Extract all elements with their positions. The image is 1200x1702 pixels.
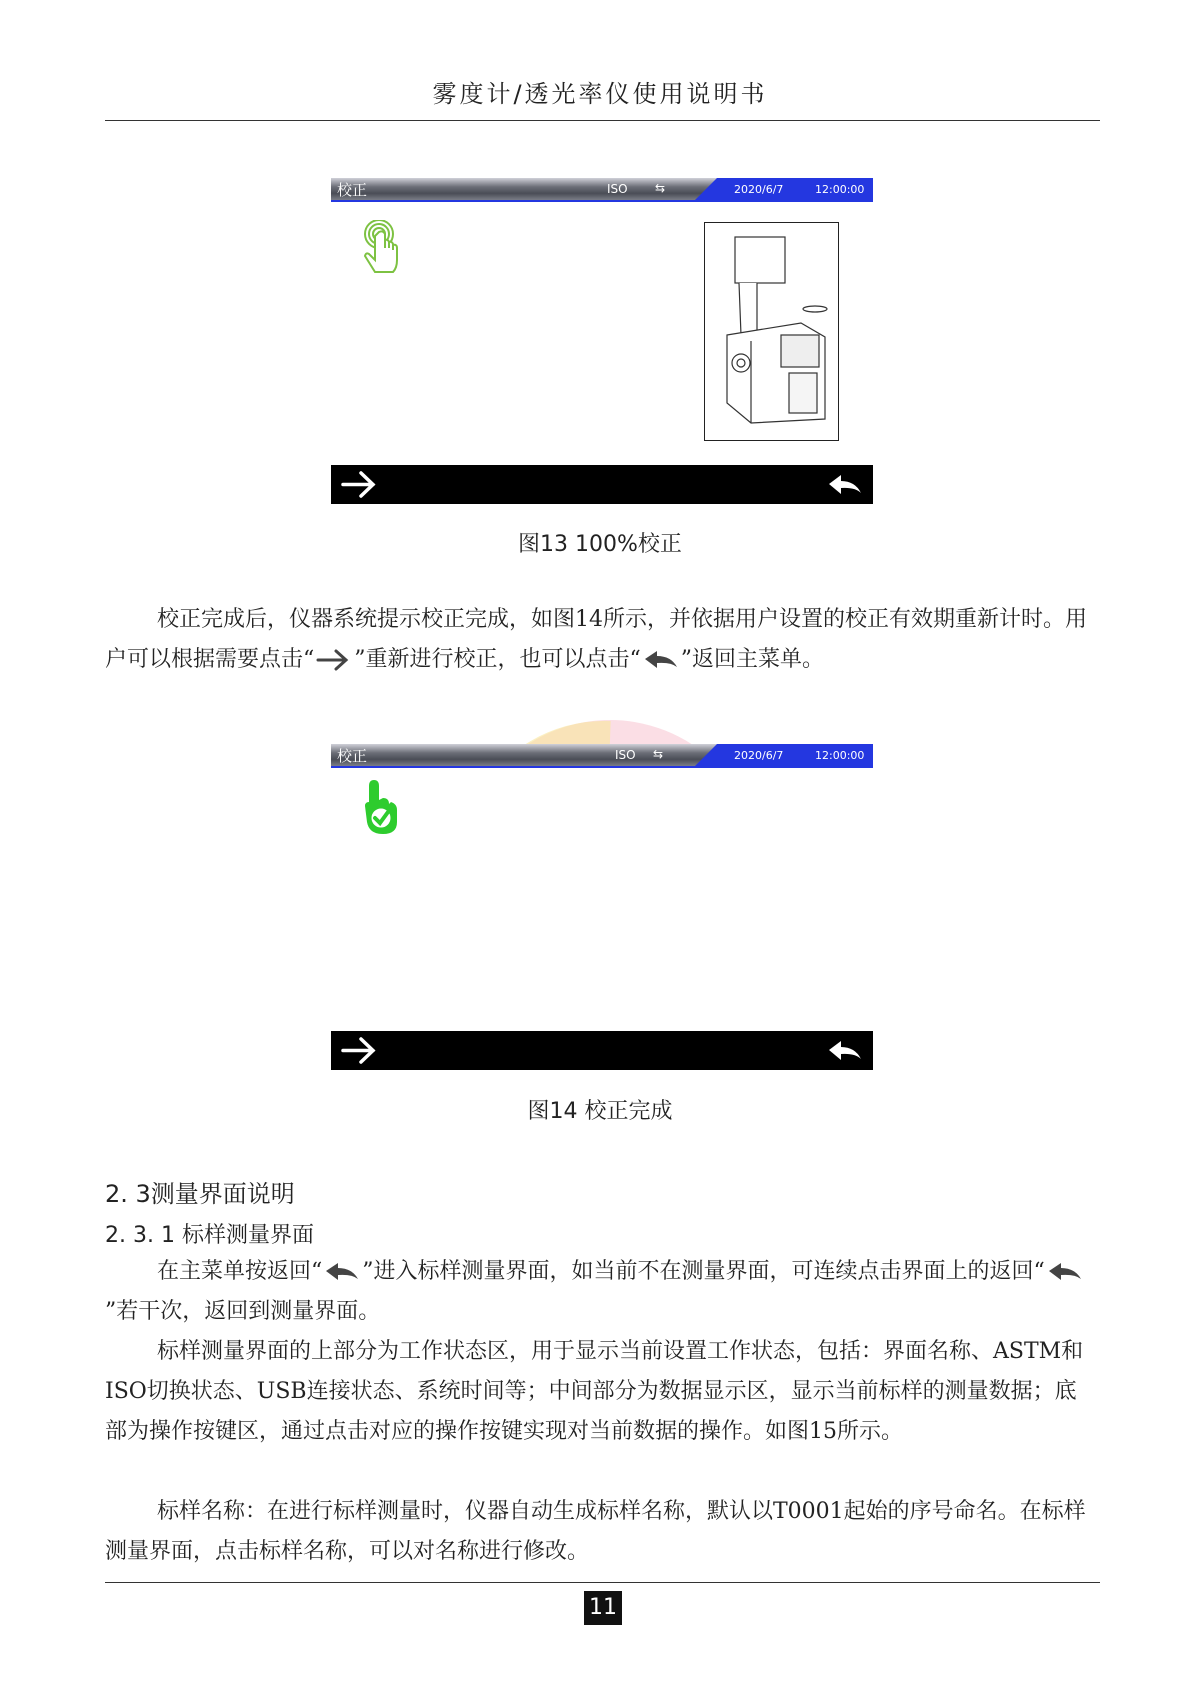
- page-header-title: 雾度计/透光率仪使用说明书: [432, 80, 768, 108]
- status-time: 12:00:00: [815, 749, 865, 762]
- paragraph-calibration-done: 校正完成后，仪器系统提示校正完成，如图14所示，并依据用户设置的校正有效期重新计时。用户可以根据需要点击“ ”重新进行校正，也可以点击“ ”返回主菜单。: [105, 607, 1087, 672]
- status-time: 12:00:00: [815, 183, 865, 196]
- status-bar: [331, 178, 873, 200]
- status-bar: [331, 744, 873, 766]
- figure-14-caption: 图14 校正完成: [527, 1099, 673, 1124]
- instrument-illustration: [704, 222, 839, 441]
- iso-mode-indicator: ISO: [607, 182, 628, 196]
- return-button[interactable]: [805, 1031, 865, 1070]
- return-arrow-icon: [641, 647, 681, 673]
- next-arrow-button[interactable]: [339, 1031, 399, 1070]
- page-number: 11: [584, 1591, 622, 1625]
- return-arrow-icon: [825, 1031, 865, 1070]
- touch-hand-icon[interactable]: [361, 220, 405, 284]
- arrow-right-icon: [339, 465, 379, 504]
- status-date: 2020/6/7: [734, 183, 784, 196]
- iso-mode-indicator: ISO: [615, 748, 636, 762]
- paragraph-enter-measure: 在主菜单按返回“ ”进入标样测量界面，如当前不在测量界面，可连续点击界面上的返回“ ”若干次，返回到测量界面。: [105, 1252, 1095, 1332]
- return-arrow-icon: [1045, 1259, 1085, 1285]
- paragraph-sample-name: 标样名称：在进行标样测量时，仪器自动生成标样名称，默认以T0001起始的序号命名。在标样测量界面，点击标样名称，可以对名称进行修改。: [105, 1499, 1086, 1564]
- arrow-right-icon: [339, 1031, 379, 1070]
- check-hand-icon: [359, 776, 403, 844]
- return-arrow-icon: [825, 465, 865, 504]
- next-arrow-button[interactable]: [339, 465, 399, 504]
- action-bar: [331, 1031, 873, 1070]
- figure-14-screen: [331, 744, 873, 1071]
- figure-13-screen: [331, 178, 873, 505]
- usb-icon: ⇆: [655, 181, 666, 195]
- header-rule: [105, 120, 1100, 121]
- paragraph-layout-description: 标样测量界面的上部分为工作状态区，用于显示当前设置工作状态，包括：界面名称、ASTM和ISO切换状态、USB连接状态、系统时间等；中间部分为数据显示区，显示当前标样的测量数据；底部为操作按键区，通过点击对应的操作按键实现对当前数据的操作。如图15所示。: [105, 1339, 1084, 1444]
- screen-title: 校正: [337, 181, 368, 199]
- return-button[interactable]: [805, 465, 865, 504]
- section-heading-2-3-1: 2. 3. 1 标样测量界面: [105, 1223, 314, 1248]
- figure-13-caption: 图13 100%校正: [518, 532, 682, 557]
- arrow-right-icon: [314, 647, 354, 673]
- return-arrow-icon: [322, 1259, 362, 1285]
- action-bar: [331, 465, 873, 504]
- screen-title: 校正: [337, 747, 368, 765]
- footer-rule: [105, 1582, 1100, 1583]
- section-heading-2-3: 2. 3测量界面说明: [105, 1180, 295, 1208]
- usb-icon: ⇆: [653, 747, 664, 761]
- status-date: 2020/6/7: [734, 749, 784, 762]
